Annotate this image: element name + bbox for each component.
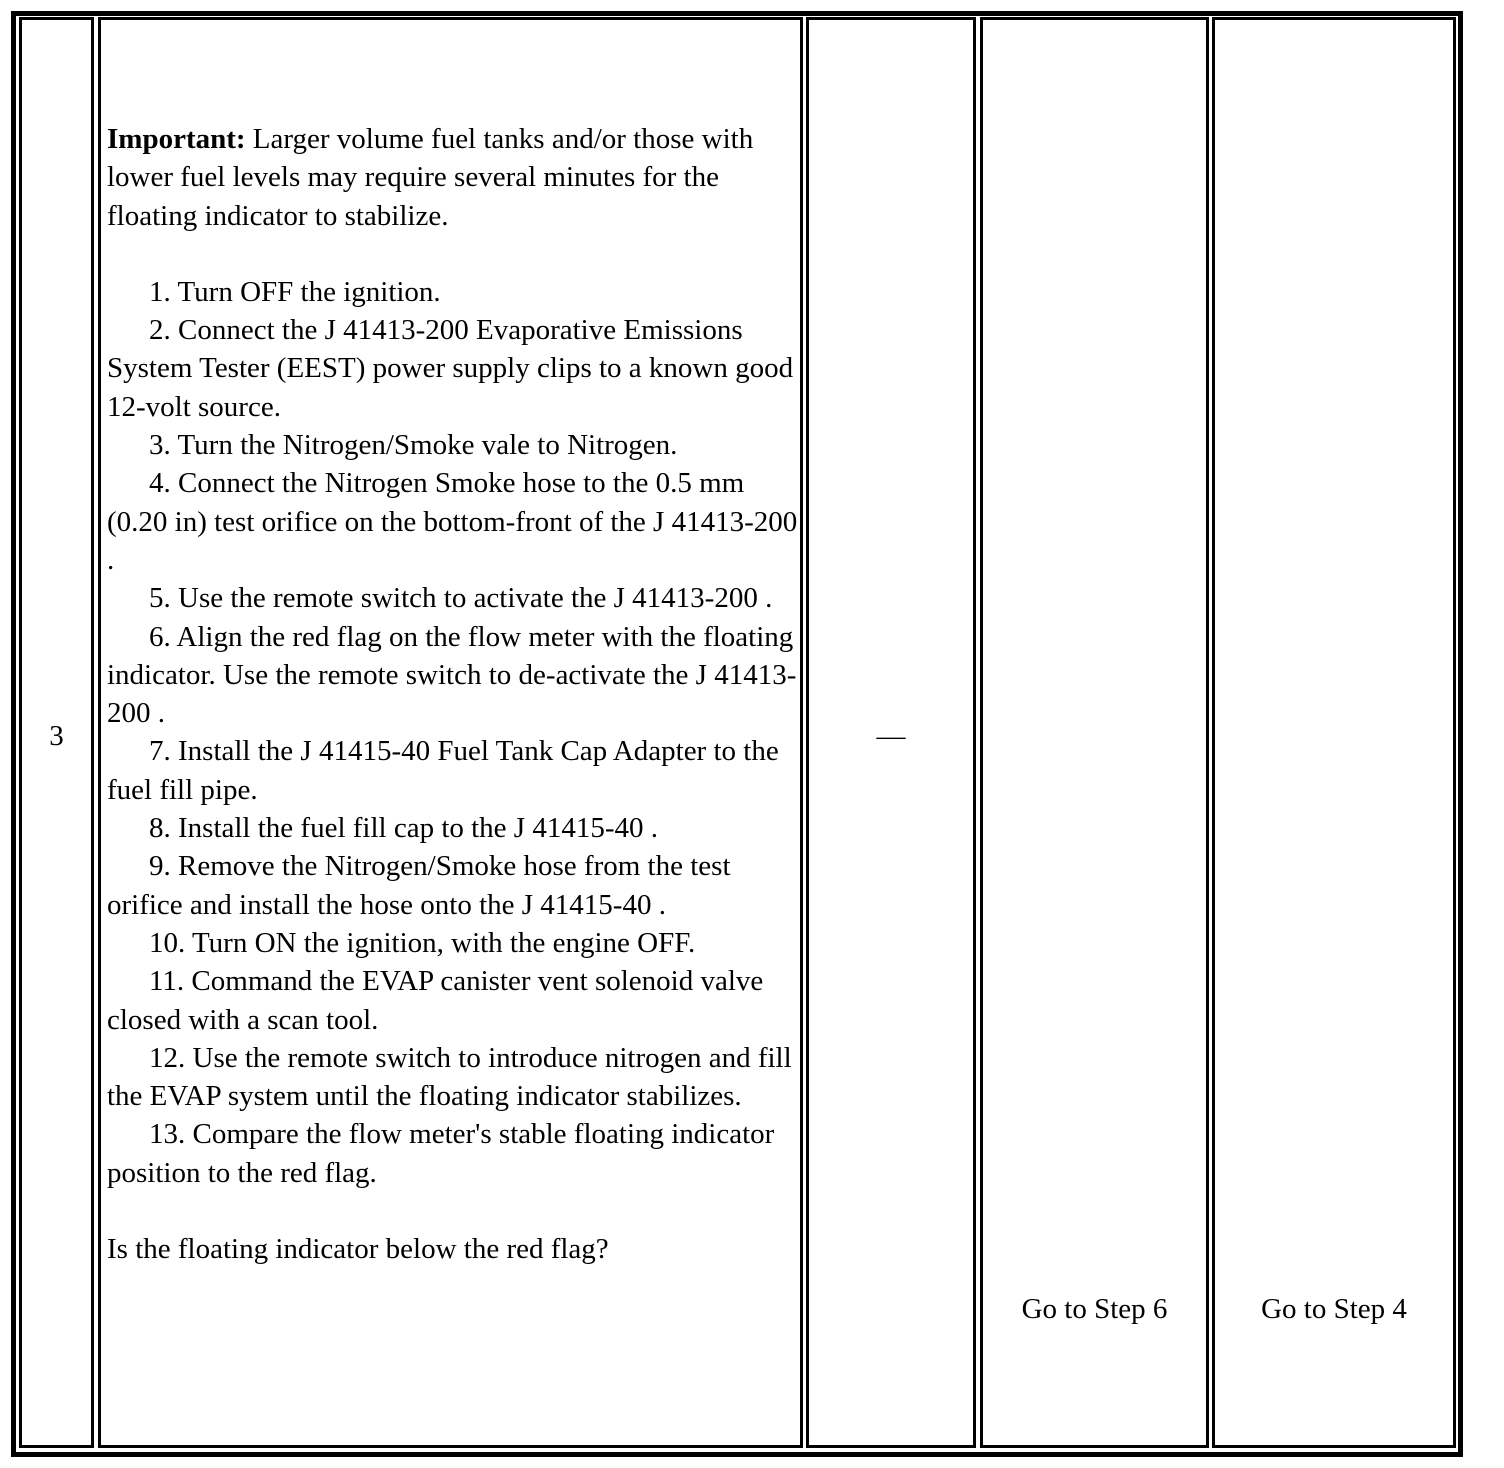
step-item-11: 11. Command the EVAP canister vent solenoid valve closed with a scan tool. — [107, 965, 764, 1036]
step-item-10: 10. Turn ON the ignition, with the engine OFF. — [149, 926, 696, 959]
value-cell — [806, 17, 976, 1448]
step-item-4: 4. Connect the Nitrogen Smoke hose to the 0.5 mm (0.20 in) test orifice on the bottom-front of the J 41413-200 . — [107, 467, 798, 576]
step-item-8: 8. Install the fuel fill cap to the J 41415-40 . — [149, 812, 659, 845]
value-dash: — — [876, 720, 906, 752]
yes-cell — [980, 17, 1209, 1448]
step-item-5: 5. Use the remote switch to activate the J 41413-200 . — [149, 582, 773, 615]
step-number-cell — [19, 17, 94, 1448]
step-item-13: 13. Compare the flow meter's stable floating indicator position to the red flag. — [107, 1118, 775, 1189]
no-action-link[interactable]: Go to Step 4 — [1261, 1293, 1407, 1325]
important-label: Important: — [107, 123, 246, 155]
important-text: Larger volume fuel tanks and/or those with lower fuel levels may require several minutes for the floating indicator to stabilize. — [107, 123, 754, 232]
step-item-12: 12. Use the remote switch to introduce nitrogen and fill the EVAP system until the floating indicator stabilizes. — [107, 1041, 792, 1113]
question: Is the floating indicator below the red flag? — [107, 1233, 609, 1266]
yes-action-link[interactable]: Go to Step 6 — [1021, 1293, 1168, 1325]
step-item-1: 1. Turn OFF the ignition. — [149, 275, 441, 308]
action-content — [107, 120, 807, 1268]
action-cell — [98, 17, 803, 1448]
important-note — [107, 120, 807, 235]
step-item-2: 2. Connect the J 41413-200 Evaporative Emissions System Tester (EEST) power supply clips to a known good 12-volt source. — [107, 314, 794, 423]
no-cell — [1212, 17, 1456, 1448]
step-item-9: 9. Remove the Nitrogen/Smoke hose from the test orifice and install the hose onto the J 41415-40 . — [107, 850, 731, 921]
step-item-7: 7. Install the J 41415-40 Fuel Tank Cap Adapter to the fuel fill pipe. — [107, 735, 779, 806]
step-number: 3 — [49, 720, 64, 752]
step-item-6: 6. Align the red flag on the flow meter with the floating indicator. Use the remote switch to de-activate the J 41413-200 . — [107, 620, 797, 730]
step-item-3: 3. Turn the Nitrogen/Smoke vale to Nitrogen. — [149, 429, 678, 462]
